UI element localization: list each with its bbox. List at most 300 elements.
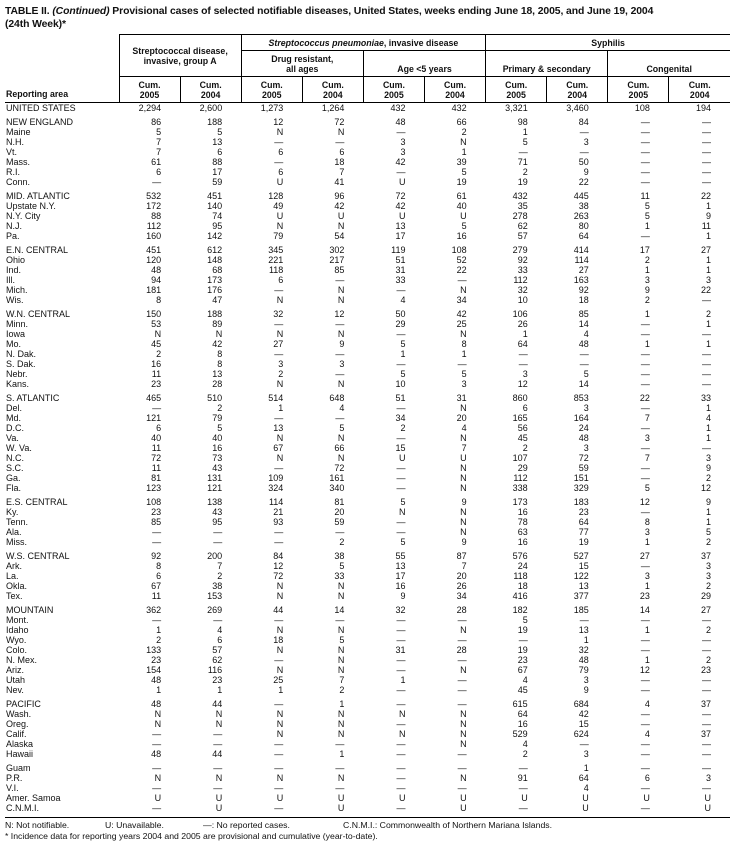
value-cell: 529 [512,729,528,739]
value-cell: U [337,211,345,221]
value-cell: 67 [273,443,284,453]
group-a-header: Streptococcal disease, invasive, group A [119,35,241,77]
value-cell: 19 [517,177,528,187]
value-cell: 16 [212,443,223,453]
value-cell: 1 [644,309,650,319]
value-cell: 151 [573,473,589,483]
value-cell: — [702,167,712,177]
value-cell: — [335,783,345,793]
value-cell: N [460,729,467,739]
value-cell: U [460,453,467,463]
value-cell: 19 [517,625,528,635]
value-cell: 26 [517,319,528,329]
value-cell: 48 [151,699,162,709]
table-row [5,591,730,601]
value-cell: U [398,793,406,803]
value-cell: 20 [456,571,467,581]
value-cell: 11 [640,191,650,201]
value-cell: 42 [395,157,406,167]
table-row [5,507,730,517]
value-cell: 12 [517,379,528,389]
value-cell: — [579,147,589,157]
value-cell: U [337,803,345,813]
value-cell: — [396,783,406,793]
value-cell: 51 [395,393,406,403]
reporting-area-cell: N.H. [6,137,24,147]
reporting-area-cell: Minn. [6,319,29,329]
table-row [5,635,730,645]
value-cell: 28 [456,645,467,655]
value-cell: — [152,615,162,625]
value-cell: 133 [146,645,162,655]
value-cell: 28 [212,379,223,389]
value-cell: 1 [706,433,712,443]
value-cell: 12 [639,497,650,507]
table-row [5,453,730,463]
value-cell: 38 [578,201,589,211]
value-cell: 88 [151,211,162,221]
table-row [5,413,730,423]
value-cell: 1 [522,329,528,339]
value-cell: 121 [146,413,162,423]
value-cell: 345 [268,245,284,255]
value-cell: 84 [273,551,284,561]
table-row [5,443,730,453]
value-cell: 72 [273,571,284,581]
value-cell: — [396,403,406,413]
value-cell: — [518,349,528,359]
value-cell: — [396,329,406,339]
legend-unavailable: U: Unavailable. [105,820,164,830]
value-cell: 2 [217,571,223,581]
value-cell: 18 [273,635,284,645]
value-cell: 89 [212,319,223,329]
value-cell: 72 [578,453,589,463]
value-cell: — [579,739,589,749]
value-cell: 5 [644,201,650,211]
value-cell: 15 [578,719,589,729]
reporting-area-cell: S. Dak. [6,359,36,369]
reporting-area-cell: NEW ENGLAND [6,117,74,127]
value-cell: — [274,655,284,665]
value-cell: 27 [701,245,712,255]
value-cell: 72 [334,463,345,473]
value-cell: 2 [706,581,712,591]
value-cell: 3 [583,403,589,413]
value-cell: 4 [583,329,589,339]
value-cell: 95 [212,517,223,527]
value-cell: 1 [706,507,712,517]
reporting-area-cell: Va. [6,433,19,443]
table-row [5,117,730,127]
value-cell: — [640,763,650,773]
value-cell: — [396,739,406,749]
value-cell: 32 [578,645,589,655]
value-cell: U [521,793,528,803]
reporting-area-cell: S. ATLANTIC [6,393,60,403]
value-cell: 176 [207,285,223,295]
table-row [5,615,730,625]
value-cell: 52 [456,255,467,265]
value-cell: N [337,729,345,739]
reporting-area-cell: Md. [6,413,22,423]
value-cell: 56 [517,423,528,433]
value-cell: 12 [639,665,650,675]
value-cell: — [213,537,223,547]
value-cell: — [152,783,162,793]
value-cell: 85 [151,517,162,527]
value-cell: 3 [278,359,284,369]
value-cell: 28 [456,605,467,615]
value-cell: — [335,275,345,285]
value-cell: 109 [268,473,284,483]
value-cell: 74 [212,211,223,221]
value-cell: — [396,749,406,759]
value-cell: 27 [273,339,284,349]
value-cell: 2 [644,295,650,305]
value-cell: 3 [522,369,528,379]
value-cell: 2 [156,635,162,645]
reporting-area-cell: PACIFIC [6,699,41,709]
reporting-area-cell: Mich. [6,285,28,295]
value-cell: 37 [701,551,712,561]
value-cell: 8 [156,295,162,305]
reporting-area-cell: Mont. [6,615,29,625]
value-cell: 16 [395,581,406,591]
value-cell: 96 [334,191,345,201]
reporting-area-cell: Ga. [6,473,21,483]
value-cell: 64 [578,231,589,241]
value-cell: — [702,177,712,187]
value-cell: 78 [517,517,528,527]
value-cell: 6 [278,167,284,177]
continued-label: (Continued) [52,6,110,17]
value-cell: 9 [706,497,712,507]
value-cell: — [518,763,528,773]
value-cell: — [640,177,650,187]
value-cell: 45 [517,433,528,443]
value-cell: 7 [156,137,162,147]
value-cell: 27 [639,551,650,561]
value-cell: — [702,443,712,453]
value-cell: 164 [573,413,589,423]
reporting-area-cell: Maine [6,127,31,137]
value-cell: 4 [522,675,528,685]
table-row [5,295,730,305]
value-cell: 34 [456,591,467,601]
reporting-area-cell: N. Mex. [6,655,38,665]
value-cell: N [460,137,467,147]
value-cell: 6 [217,147,223,157]
value-cell: 1 [461,147,467,157]
value-cell: 624 [573,729,589,739]
value-cell: — [640,749,650,759]
value-cell: 324 [268,483,284,493]
value-cell: — [274,739,284,749]
value-cell: 62 [212,655,223,665]
reporting-area-cell: Wash. [6,709,32,719]
value-cell: — [152,739,162,749]
value-cell: 2 [461,127,467,137]
value-cell: 3 [706,561,712,571]
value-cell: 1 [644,581,650,591]
value-cell: 29 [517,463,528,473]
table-row [5,275,730,285]
value-cell: 13 [212,369,223,379]
value-cell: 8 [156,561,162,571]
value-cell: — [457,749,467,759]
value-cell: 138 [207,497,223,507]
value-cell: 42 [395,201,406,211]
value-cell: 2 [706,537,712,547]
value-cell: — [396,483,406,493]
value-cell: 20 [334,507,345,517]
value-cell: 67 [151,581,162,591]
value-cell: 64 [578,773,589,783]
value-cell: 172 [146,201,162,211]
value-cell: — [702,685,712,695]
value-cell: — [152,403,162,413]
value-cell: 22 [701,191,712,201]
value-cell: 377 [573,591,589,601]
value-cell: — [640,167,650,177]
value-cell: N [460,625,467,635]
value-cell: 278 [512,211,528,221]
value-cell: 8 [217,359,223,369]
value-cell: 26 [456,581,467,591]
value-cell: 5 [583,369,589,379]
table-row [5,729,730,739]
value-cell: 13 [395,561,406,571]
value-cell: 31 [456,393,467,403]
value-cell: 853 [573,393,589,403]
value-cell: — [213,615,223,625]
value-cell: 263 [573,211,589,221]
value-cell: — [640,147,650,157]
value-cell: — [640,359,650,369]
value-cell: 9 [644,285,650,295]
col-drugres-cum2004: Cum. 2004 [302,77,363,103]
value-cell: N [398,507,406,517]
value-cell: 432 [390,103,406,113]
value-cell: — [396,635,406,645]
legend-not-notifiable: N: Not notifiable. [5,820,70,830]
reporting-area-cell: V.I. [6,783,19,793]
value-cell: — [396,719,406,729]
value-cell: N [154,709,162,719]
table-row [5,191,730,201]
value-cell: 3,321 [505,103,528,113]
value-cell: 11 [701,221,712,231]
value-cell: 16 [456,231,467,241]
value-cell: 40 [151,433,162,443]
value-cell: 27 [701,605,712,615]
value-cell: N [215,773,223,783]
value-cell: 9 [461,497,467,507]
value-cell: 16 [151,359,162,369]
value-cell: 85 [334,265,345,275]
col-congenital-cum2005: Cum. 2005 [608,77,669,103]
legend-line [5,820,730,831]
value-cell: 340 [329,483,345,493]
table-row [5,137,730,147]
reporting-area-cell: Colo. [6,645,28,655]
table-row [5,665,730,675]
value-cell: — [213,783,223,793]
value-cell: 7 [461,443,467,453]
value-cell: 2 [339,537,345,547]
value-cell: 123 [146,483,162,493]
value-cell: 1 [522,127,528,137]
value-cell: 9 [339,339,345,349]
reporting-area-cell: Pa. [6,231,20,241]
value-cell: 80 [578,221,589,231]
value-cell: N [460,665,467,675]
value-cell: N [154,773,162,783]
value-cell: 17 [639,245,650,255]
value-cell: — [274,749,284,759]
value-cell: 91 [517,773,528,783]
value-cell: 11 [151,591,162,601]
value-cell: 61 [151,157,162,167]
value-cell: — [702,329,712,339]
table-row [5,103,730,114]
value-cell: U [215,803,223,813]
value-cell: 5 [400,537,406,547]
value-cell: 532 [146,191,162,201]
value-cell: 32 [517,285,528,295]
reporting-area-cell: E.N. CENTRAL [6,245,69,255]
value-cell: 3 [644,571,650,581]
reporting-area-cell: S.C. [6,463,24,473]
value-cell: 37 [701,729,712,739]
value-cell: 7 [461,561,467,571]
value-cell: 22 [639,393,650,403]
col-primary-cum2005: Cum. 2005 [486,77,547,103]
value-cell: 108 [146,497,162,507]
reporting-area-cell: Nebr. [6,369,28,379]
value-cell: 173 [207,275,223,285]
table-row [5,517,730,527]
value-cell: — [702,719,712,729]
value-cell: — [640,615,650,625]
table-row [5,625,730,635]
value-cell: 18 [578,295,589,305]
value-cell: 57 [517,231,528,241]
value-cell: 112 [146,221,162,231]
value-cell: — [396,625,406,635]
value-cell: 3,460 [566,103,589,113]
reporting-area-cell: Hawaii [6,749,34,759]
value-cell: N [460,329,467,339]
value-cell: 4 [644,699,650,709]
value-cell: 51 [395,255,406,265]
value-cell: 59 [334,517,345,527]
value-cell: 6 [156,167,162,177]
primary-secondary-header: Primary & secondary [486,51,608,77]
value-cell: — [579,359,589,369]
value-cell: N [337,127,345,137]
value-cell: — [457,783,467,793]
value-cell: — [274,803,284,813]
col-groupA-cum2005: Cum. 2005 [119,77,180,103]
reporting-area-cell: Fla. [6,483,22,493]
value-cell: — [702,349,712,359]
value-cell: — [640,645,650,655]
reporting-area-cell: Miss. [6,537,27,547]
title-main-text: Provisional cases of selected notifiable diseases, United States, weeks ending June 18, 2005, and June 19, 2004 [112,6,654,17]
value-cell: U [582,803,589,813]
value-cell: 79 [212,413,223,423]
value-cell: — [518,803,528,813]
value-cell: 9 [583,167,589,177]
table-number-label: TABLE II. [5,6,50,17]
value-cell: 612 [207,245,223,255]
value-cell: 98 [517,117,528,127]
value-cell: 24 [578,423,589,433]
value-cell: 1 [461,349,467,359]
table-row [5,463,730,473]
value-cell: N [215,329,223,339]
value-cell: 2,294 [138,103,162,113]
reporting-area-cell: Ill. [6,275,15,285]
value-cell: 173 [512,497,528,507]
table-row [5,221,730,231]
table-row [5,231,730,241]
value-cell: — [702,295,712,305]
reporting-area-cell: N.C. [6,453,24,463]
value-cell: 163 [573,275,589,285]
value-cell: 1 [644,265,650,275]
value-cell: N [337,379,345,389]
value-cell: 1 [217,685,223,695]
table-row [5,709,730,719]
value-cell: U [460,803,467,813]
value-cell: — [640,329,650,339]
value-cell: 48 [151,265,162,275]
table-row [5,773,730,783]
reporting-area-cell: W. Va. [6,443,32,453]
value-cell: 269 [207,605,223,615]
table-row [5,561,730,571]
value-cell: — [335,349,345,359]
value-cell: — [396,773,406,783]
value-cell: 527 [573,551,589,561]
value-cell: 1 [339,749,345,759]
value-cell: 23 [151,379,162,389]
value-cell: — [640,423,650,433]
value-cell: N [337,329,345,339]
value-cell: N [154,719,162,729]
value-cell: 154 [146,665,162,675]
value-cell: — [457,635,467,645]
value-cell: 22 [456,265,467,275]
value-cell: 3 [706,571,712,581]
value-cell: N [337,581,345,591]
value-cell: 20 [456,413,467,423]
value-cell: 42 [578,709,589,719]
table-row [5,551,730,561]
table-row [5,763,730,773]
value-cell: — [396,685,406,695]
value-cell: 13 [395,221,406,231]
value-cell: U [398,177,406,187]
value-cell: 19 [456,177,467,187]
value-cell: 1 [156,685,162,695]
table-row [5,793,730,803]
value-cell: 72 [151,453,162,463]
value-cell: — [702,635,712,645]
